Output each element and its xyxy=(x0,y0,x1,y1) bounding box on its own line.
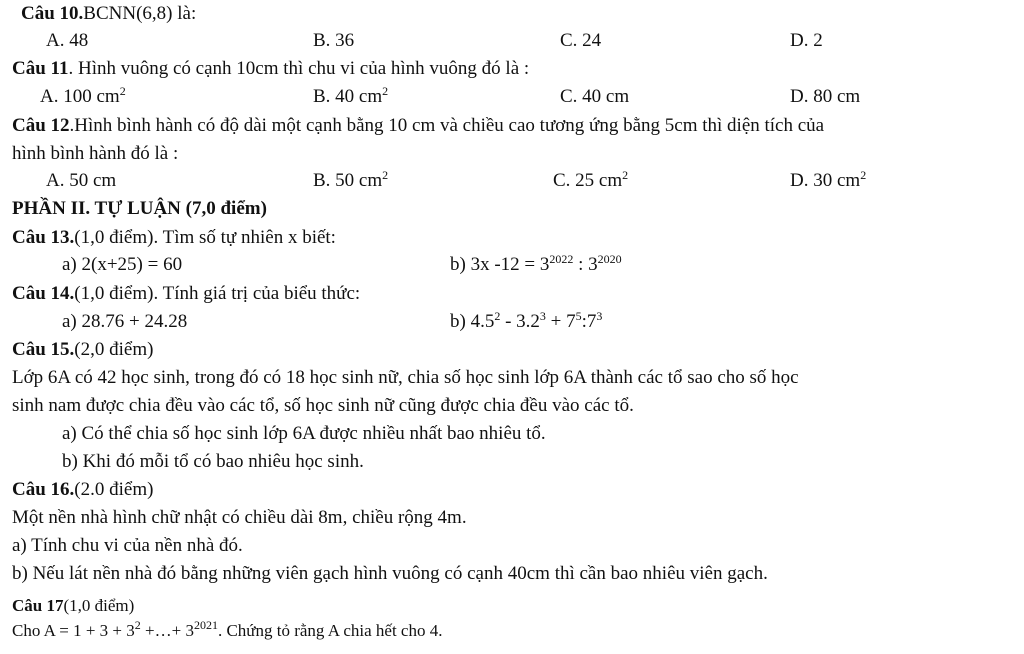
q14-b-p3: + 7 xyxy=(545,311,576,332)
q12-option-c xyxy=(553,168,629,191)
q14-b-p1: b) 4.5 xyxy=(450,311,495,332)
q13-b-exp1: 2022 xyxy=(549,252,574,266)
q11-option-d: D. 80 cm xyxy=(790,86,861,107)
q12-option-b-exp: 2 xyxy=(382,168,389,182)
q12-label: Câu 12 xyxy=(12,115,70,136)
q10-option-d: D. 2 xyxy=(790,30,823,51)
q17-e2: 2021 xyxy=(193,618,218,632)
q11-option-b-text: B. 40 cm xyxy=(313,86,383,107)
q12-line1 xyxy=(12,116,824,135)
q10-label: Câu 10. xyxy=(21,3,84,24)
q10-option-c: C. 24 xyxy=(560,30,602,51)
q14-text: (1,0 điểm). Tính giá trị của biểu thức: xyxy=(74,283,361,304)
q15-part-b: b) Khi đó mỗi tổ có bao nhiêu học sinh. xyxy=(62,451,364,472)
q13-part-a: a) 2(x+25) = 60 xyxy=(62,254,183,275)
q12-line2: hình bình hành đó là : xyxy=(12,143,179,164)
q14-b-e2: 3 xyxy=(539,309,546,323)
q17-p3: . Chứng tỏ rằng A chia hết cho 4. xyxy=(217,621,443,640)
q17-line xyxy=(12,597,134,614)
q17-label: Câu 17 xyxy=(12,596,64,615)
q13-text: (1,0 điểm). Tìm số tự nhiên x biết: xyxy=(74,227,336,248)
q17-p1: Cho A = 1 + 3 + 3 xyxy=(12,621,135,640)
q15-text: (2,0 điểm) xyxy=(74,339,154,360)
q12-option-c-text: C. 25 cm xyxy=(553,170,623,191)
q17-p2: +…+ 3 xyxy=(140,621,194,640)
q10-option-a: A. 48 xyxy=(46,30,89,51)
q11-option-c: C. 40 cm xyxy=(560,86,630,107)
q13-part-b xyxy=(450,252,622,275)
q11-option-a-text: A. 100 cm xyxy=(40,86,120,107)
q15-line xyxy=(12,340,153,359)
q11-line xyxy=(12,59,529,78)
q17-text: (1,0 điểm) xyxy=(63,596,135,615)
q12-option-c-exp: 2 xyxy=(622,168,629,182)
q14-b-e4: 3 xyxy=(596,309,603,323)
q11-option-b-exp: 2 xyxy=(382,84,389,98)
q12-option-b xyxy=(313,168,389,191)
q11-option-a xyxy=(40,84,126,107)
q13-label: Câu 13. xyxy=(12,227,75,248)
q14-b-p4: :7 xyxy=(581,311,597,332)
q15-body-line2: sinh nam được chia đều vào các tổ, số học sinh nữ cũng được chia đều vào các tổ. xyxy=(12,395,634,416)
q17-body xyxy=(12,618,443,640)
q15-part-a: a) Có thể chia số học sinh lớp 6A được nhiều nhất bao nhiêu tổ. xyxy=(62,423,546,444)
q14-part-a: a) 28.76 + 24.28 xyxy=(62,311,188,332)
q14-b-e3: 5 xyxy=(575,309,582,323)
q14-b-e1: 2 xyxy=(494,309,501,323)
q16-line xyxy=(12,480,153,499)
q17-e1: 2 xyxy=(134,618,141,632)
q12-option-b-text: B. 50 cm xyxy=(313,170,383,191)
q14-part-b xyxy=(450,309,603,332)
q11-label: Câu 11 xyxy=(12,58,69,79)
q10-line xyxy=(21,4,196,23)
q12-option-d xyxy=(790,168,867,191)
q12-text1: .Hình bình hành có độ dài một cạnh bằng 10 cm và chiều cao tương ứng bằng 5cm thì diện tích của xyxy=(69,115,825,136)
q10-text: BCNN(6,8) là: xyxy=(83,3,197,24)
q13-line xyxy=(12,228,336,247)
q14-b-p2: - 3.2 xyxy=(500,311,540,332)
q11-option-b xyxy=(313,84,389,107)
part2-title: PHẦN II. TỰ LUẬN (7,0 điểm) xyxy=(12,198,267,219)
q13-b-mid: : 3 xyxy=(573,254,598,275)
q10-option-b: B. 36 xyxy=(313,30,355,51)
q12-option-a: A. 50 cm xyxy=(46,170,117,191)
q14-line xyxy=(12,284,360,303)
q16-text: (2.0 điểm) xyxy=(74,479,154,500)
q12-option-d-text: D. 30 cm xyxy=(790,170,861,191)
q11-option-a-exp: 2 xyxy=(119,84,126,98)
q15-body-line1: Lớp 6A có 42 học sinh, trong đó có 18 học sinh nữ, chia số học sinh lớp 6A thành các tổ sao cho số học xyxy=(12,367,799,388)
q16-body-line1: Một nền nhà hình chữ nhật có chiều dài 8m, chiều rộng 4m. xyxy=(12,507,467,528)
q11-text: . Hình vuông có cạnh 10cm thì chu vi của hình vuông đó là : xyxy=(68,58,530,79)
q16-part-b: b) Nếu lát nền nhà đó bằng những viên gạch hình vuông có cạnh 40cm thì cần bao nhiêu viên gạch. xyxy=(12,563,768,584)
q13-b-pre: b) 3x -12 = 3 xyxy=(450,254,550,275)
q15-label: Câu 15. xyxy=(12,339,75,360)
q16-part-a: a) Tính chu vi của nền nhà đó. xyxy=(12,535,243,556)
q13-b-exp2: 2020 xyxy=(597,252,622,266)
q14-label: Câu 14. xyxy=(12,283,75,304)
q16-label: Câu 16. xyxy=(12,479,75,500)
q12-option-d-exp: 2 xyxy=(860,168,867,182)
